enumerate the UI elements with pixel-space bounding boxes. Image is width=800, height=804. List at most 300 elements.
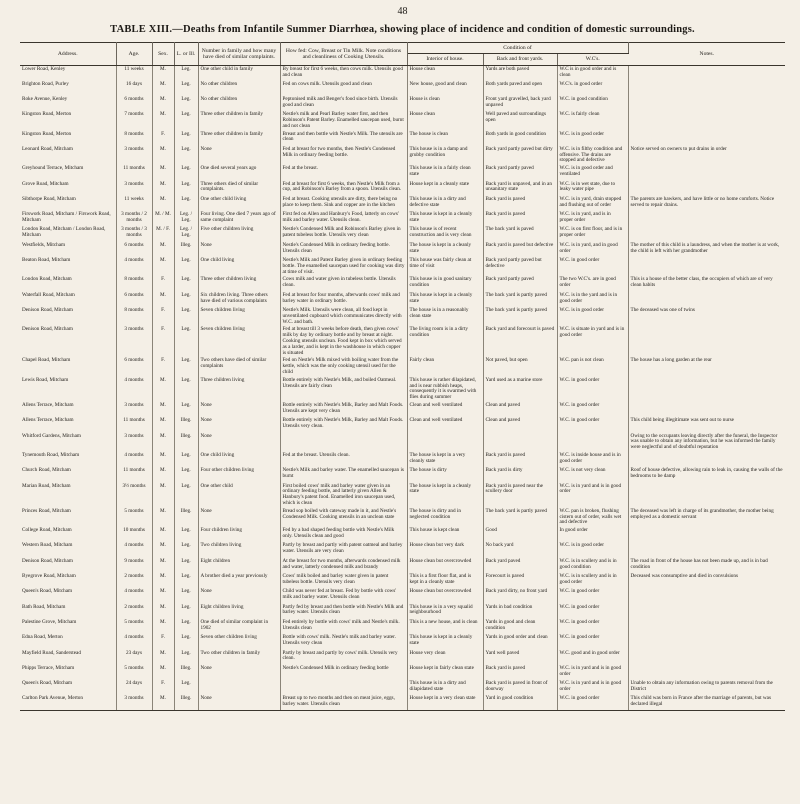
cell-wc: W.C. in good order [557,619,628,634]
cell-wc: W.C. is in good order [557,542,628,557]
cell-leg: Leg. [174,81,198,96]
cell-wc: W.C. in good condition [557,96,628,111]
cell-address: Greyhound Terrace, Mitcham [20,165,116,180]
cell-yards: Forecourt is paved [483,573,557,588]
cell-yards: Both yards in good condition [483,131,557,146]
cell-age: 3 months [116,433,152,452]
cell-yards: Front yard gravelled, back yard unpaved [483,96,557,111]
table-row [20,242,785,257]
cell-interior: This house is rather dilapidated, and is near rubbish heaps, consequently it is swarmed with flies during summer [407,377,483,402]
cell-address: Allens Terrace, Mitcham [20,417,116,432]
cell-wc: W.C. in good order [557,402,628,417]
table-title: TABLE XIII.—Deaths from Infantile Summer Diarrhœa, showing place of incidence and condition of domestic surroundings. [110,24,695,35]
cell-age: 5 months [116,508,152,527]
cell-interior [407,433,483,452]
cell-sex: M. [152,96,174,111]
cell-address: Carlton Park Avenue, Merton [20,695,116,710]
cell-wc: W.C. is inside house and is in good order [557,452,628,467]
table-row [20,165,785,180]
cell-fed: Fed at breast for four months, afterwards cows' milk and barley water in ordinary bottle. [280,292,407,307]
table-row [20,650,785,665]
cell-leg: Leg. [174,307,198,326]
cell-wc: W.C. in good order [557,417,628,432]
cell-wc: W.C. good and in good order [557,650,628,665]
cell-notes: The road in front of the house has not been made up, and is in bad condition [630,557,768,570]
cell-yards: Back yard is paved in front of doorway [483,680,557,695]
table-row [20,377,785,402]
cell-address: Chapel Road, Mitcham [20,357,116,376]
cell-wc: In good order [557,527,628,542]
cell-notes: Owing to the occupants leaving directly after the funeral, the Inspector was unable to obtain any information, but he was informed the family were neglectful and of doubtful reputation [630,432,778,451]
cell-address: Queen's Road, Mitcham [20,588,116,603]
cell-fed: At the breast for two months, afterwards condensed milk and water, latterly condensed milk and brandy [280,558,407,573]
cell-family: Seven children living [198,307,280,326]
table-row [20,276,785,291]
cell-notes [628,111,785,130]
cell-notes [628,257,785,276]
cell-address: Kingston Road, Merton [20,111,116,130]
cell-sex: M. [152,483,174,508]
cell-fed: Nestle's Condensed Milk in ordinary feeding bottle [280,665,407,680]
table-row [20,433,785,452]
cell-family: Three other children living [198,276,280,291]
cell-address: London Road, Mitcham [20,276,116,291]
cell-age: 3 months [116,146,152,165]
table-row [20,65,785,80]
cell-fed: Nestle's milk and Pearl Barley water first, and then Robinson's Patent Barley. Enamelled saucepan used, burnt and not clean [280,111,407,130]
cell-leg: Leg. [174,452,198,467]
cell-interior: This house is in a damp and grubby condition [407,146,483,165]
table-row [20,196,785,211]
cell-family: Three children living [198,377,280,402]
cell-age: 7 months [116,111,152,130]
cell-fed: Fed entirely by bottle with cows' milk and Nestle's milk. Utensils clean [280,619,407,634]
cell-family: Six children living. Three others have died of various complaints [198,292,280,307]
cell-notes [628,131,785,146]
header-condition: Condition of [407,43,628,54]
cell-age: 24 days [116,680,152,695]
table-row [20,695,785,710]
cell-age: 11 months [116,165,152,180]
cell-wc: W.C. is situate in yard and is in good order [557,326,628,357]
cell-interior: Clean and well ventilated [407,402,483,417]
header-age: Age. [116,43,152,66]
table-row [20,292,785,307]
table-row [20,680,785,695]
cell-fed: Bottle entirely with Nestle's Milk, and boiled Oatmeal. Utensils are fairly clean [280,377,407,402]
cell-sex: M. [152,65,174,80]
table-row [20,181,785,196]
cell-fed: Nestle's Condensed Milk and Robinson's Barley given in patent tubeless bottle. Utensils very clean [280,226,407,241]
cell-interior: The house is kept in a cleanly state [407,242,483,257]
table-row [20,357,785,376]
cell-interior: House kept in a cleanly state [407,181,483,196]
cell-interior: This house is in a fairly clean state [407,165,483,180]
cell-address: Princes Road, Mitcham [20,508,116,527]
cell-age: 8 months [116,307,152,326]
cell-leg: Leg. [174,65,198,80]
cell-age: 11 months [116,417,152,432]
table-row [20,467,785,482]
cell-interior: The living room is in a dirty condition [407,326,483,357]
cell-interior: House very clean [407,650,483,665]
table-row [20,573,785,588]
cell-notes [628,165,785,180]
cell-yards: No back yard [483,542,557,557]
cell-family: Four other children living [198,467,280,482]
cell-address: Queen's Road, Mitcham [20,680,116,695]
cell-notes [628,604,785,619]
cell-wc: W.C. is in good order [557,307,628,326]
cell-yards: Back yard is paved [483,665,557,680]
cell-family: None [198,433,280,452]
cell-wc: W.C. is in wet state, due to leaky water pipe [557,181,628,196]
header-sex: Sex. [152,43,174,66]
cell-notes: This child was born in France after the marriage of parents, but was declared illegal [628,695,785,710]
cell-wc [557,433,628,452]
cell-notes [628,483,785,508]
cell-age: 3½ months [116,483,152,508]
cell-yards: Not paved, but open [483,357,557,376]
cell-interior: This is a new house, and is clean [407,619,483,634]
cell-family: Three others died of similar complaints. [198,181,280,196]
cell-leg: Illeg. [174,665,198,680]
cell-family: Five other children living [198,226,280,241]
cell-interior: The house is dirty and in neglected condition [407,508,483,527]
header-leg: L. or Ill. [174,43,198,66]
cell-interior: House clean but overcrowded [407,588,483,603]
cell-leg: Leg. [174,165,198,180]
cell-fed: Nestle's Milk. Utensils were clean, all food kept in unventilated cupboard which communicates directly with W.C. and bath. [280,307,407,326]
table-row [20,483,785,508]
cell-yards: Back yard partly paved but dirty [483,146,557,165]
cell-yards: Back yard is paved [483,211,557,226]
cell-age: 6 months [116,96,152,111]
cell-address: Tynemouth Road, Mitcham [20,452,116,467]
cell-fed: Bottle entirely with Nestle's Milk, Barley and Malt Foods. Utensils very clean. [280,417,407,432]
cell-family: No other children [198,96,280,111]
cell-sex: M. [152,650,174,665]
cell-yards: Back yard partly paved but defective [483,257,557,276]
cell-age: 11 weeks [116,65,152,80]
cell-fed: Child was never fed at breast. Fed by bottle with cows' milk and barley water. Utensils clean [280,588,407,603]
cell-fed: Peptonised milk and Benger's food since birth. Utensils good and clean [280,96,407,111]
cell-yards: Good [483,527,557,542]
cell-sex: M. [152,558,174,573]
cell-age: 9 months [116,558,152,573]
cell-leg: Leg. [174,402,198,417]
cell-notes: The house has a long garden at the rear [630,357,712,364]
cell-age: 16 days [116,81,152,96]
cell-wc: W.C. in good order [557,588,628,603]
cell-address: Firswork Road, Mitcham / Firswork Road, Mitcham [20,211,116,226]
cell-interior: This house is in a very squalid neighbourhood [407,604,483,619]
table-row [20,326,785,357]
cell-interior: The house is kept in a cleanly state [407,483,483,508]
cell-yards [483,433,557,452]
cell-address: Whitford Gardens, Mitcham [20,433,116,452]
cell-notes [628,452,785,467]
table-row [20,452,785,467]
cell-address: Waterfall Road, Mitcham [20,292,116,307]
cell-leg: Leg. [174,276,198,291]
cell-leg: Illeg. [174,508,198,527]
table-row [20,619,785,634]
cell-sex: M. [152,81,174,96]
cell-yards: Yards in bad condition [483,604,557,619]
cell-age: 2 months [116,604,152,619]
cell-address: Edna Road, Merton [20,634,116,649]
cell-leg: Leg. [174,326,198,357]
cell-address: Bath Road, Mitcham [20,604,116,619]
cell-fed: Fed at the breast. Utensils clean. [280,452,407,467]
cell-fed: Cows' milk boiled and barley water given in patent tubeless bottle. Utensils very clean [280,573,407,588]
cell-yards: Yard well paved [483,650,557,665]
cell-wc: W.C. is on first floor, and is in proper order [557,226,628,241]
cell-yards: Back yard is paved but defective [483,242,557,257]
table-row [20,634,785,649]
cell-leg: Leg. [174,650,198,665]
cell-fed: Fed at breast for first 6 weeks, then Nestle's Milk from a cup, and Robinson's Barley from a spoon. Utensils clean. [280,181,407,196]
cell-family: One child living [198,452,280,467]
cell-notes [628,292,785,307]
cell-leg: Leg. / Leg. [174,226,198,241]
cell-age: 8 months [116,276,152,291]
cell-sex: M. [152,467,174,482]
cell-sex: F. [152,680,174,695]
cell-age: 3 months / 3 months [116,226,152,241]
cell-interior: This house is kept in a cleanly state [407,211,483,226]
cell-sex: M. [152,111,174,130]
cell-interior: This house is kept clean [407,527,483,542]
cell-age: 2 months [116,573,152,588]
cell-wc: W.C. is in filthy condition and offensive. The drains are stopped and defective [557,146,628,165]
cell-leg: Leg. [174,292,198,307]
cell-interior: This house is kept in a cleanly state [407,634,483,649]
header-family: Number in family and how many have died of similar complaints. [198,43,280,66]
cell-notes: The deceased was left in charge of its grandmother, the mother being employed as a domestic servant [630,507,774,520]
cell-notes [628,542,785,557]
cell-notes [628,527,785,542]
deaths-table [20,42,785,711]
cell-yards: Back yard is unpaved, and in an unsanitary state [483,181,557,196]
cell-yards: Both yards paved and open [483,81,557,96]
cell-notes [628,226,785,241]
cell-family: None [198,242,280,257]
cell-sex: M. [152,377,174,402]
header-wcs: W.C's. [557,54,628,65]
cell-interior: New house, good and clean [407,81,483,96]
cell-interior: This house is in a dirty and defective state [407,196,483,211]
cell-fed: First boiled cows' milk and barley water given in an ordinary feeding bottle, and latterly given Allen & Hanbury's patent food. Enamelled iron saucepan used, which is clean [280,483,407,508]
cell-yards: The back yard is partly paved [483,307,557,326]
cell-interior: House clean but overcrowded [407,558,483,573]
cell-interior: The house is kept in a very cleanly state [407,452,483,467]
cell-notes [628,402,785,417]
cell-fed [280,680,407,695]
cell-notes [628,211,785,226]
cell-fed: Fed at breast for two months, then Nestle's Condensed Milk in ordinary feeding bottle. [280,146,407,165]
cell-wc: W.C. is in the yard and is in good order [557,292,628,307]
cell-notes: This child being illegitimate was sent out to nurse [630,417,734,424]
table-row [20,146,785,165]
cell-family: Four children living [198,527,280,542]
cell-interior: The house is dirty [407,467,483,482]
table-row [20,665,785,680]
cell-address: London Road, Mitcham / London Road, Mitcham [20,226,116,241]
cell-fed: Fed by a bad shaped feeding bottle with Nestle's Milk only. Utensils clean and good [280,527,407,542]
cell-leg: Leg. [174,527,198,542]
cell-fed: Partly by breast and partly by cows' milk. Utensils very clean. [280,650,407,665]
cell-leg: Leg. [174,357,198,376]
cell-leg: Leg. [174,542,198,557]
cell-family: Two children living [198,542,280,557]
cell-sex: F. [152,276,174,291]
cell-sex: F. [152,307,174,326]
cell-sex: M. [152,452,174,467]
cell-leg: Leg. [174,604,198,619]
table-row [20,402,785,417]
cell-leg: Leg. [174,619,198,634]
cell-address: Beaton Road, Mitcham [20,257,116,276]
cell-address: Marian Road, Mitcham [20,483,116,508]
cell-interior: The house is clean [407,131,483,146]
cell-sex: M. / F. [152,226,174,241]
cell-address: Western Road, Mitcham [20,542,116,557]
cell-wc: W.C. is not very clean [557,467,628,482]
cell-interior: Clean and well ventilated [407,417,483,432]
cell-address: Sibthorpe Road, Mitcham [20,196,116,211]
cell-age: 3 months / 2 months [116,211,152,226]
cell-notes: The parents are hawkers, and have little or no home comforts. Notice served to repair drains. [630,195,775,208]
cell-fed: Cows milk and water given in tubeless bottle. Utensils clean. [280,276,407,291]
cell-sex: M. [152,588,174,603]
cell-family: Eight children [198,558,280,573]
cell-family: One child living [198,257,280,276]
table-row [20,508,785,527]
cell-yards: Yards in good and clean condition [483,619,557,634]
cell-yards: Yard used as a marine store [483,377,557,402]
table-row [20,527,785,542]
cell-wc: W.C's. in good order [557,81,628,96]
cell-fed [280,433,407,452]
header-yards: Back and front yards. [483,54,557,65]
cell-age: 4 months [116,377,152,402]
cell-family: None [198,588,280,603]
cell-address: Church Road, Mitcham [20,467,116,482]
cell-leg: Illeg. [174,242,198,257]
header-address: Address. [20,43,116,66]
cell-sex: M. [152,402,174,417]
cell-yards: Clean and paved [483,402,557,417]
cell-fed: Bottle entirely with Nestle's Milk, Barley and Malt Foods. Utensils are kept very clean [280,402,407,417]
cell-yards: Back yard partly paved [483,165,557,180]
cell-leg: Leg. [174,573,198,588]
cell-leg: Illeg. [174,695,198,710]
cell-interior: House kept in fairly clean state [407,665,483,680]
cell-age: 3 months [116,326,152,357]
cell-age: 8 months [116,131,152,146]
cell-fed: Fed at breast. Cooking utensils are dirty, there being no place to keep them. Sink and copper are in the kitchen [280,196,407,211]
cell-yards: The back yard is paved [483,226,557,241]
cell-sex: F. [152,634,174,649]
cell-yards: The back yard is partly paved [483,508,557,527]
cell-interior: House is clean [407,96,483,111]
cell-age: 5 months [116,665,152,680]
cell-wc: W.C. in good order [557,377,628,402]
table-row [20,257,785,276]
cell-notes: Notice served on owners to put drains in order [630,145,727,152]
cell-notes [628,619,785,634]
cell-interior: House clean [407,111,483,130]
cell-interior: The house is in a reasonably clean state [407,307,483,326]
cell-interior: This house is of recent construction and is very clean [407,226,483,241]
cell-family: None [198,508,280,527]
cell-notes: Deceased was consumptive and died in convulsions [630,573,738,580]
table-row [20,81,785,96]
cell-address: Phipps Terrace, Mitcham [20,665,116,680]
cell-fed: Bottle with cows' milk. Nestle's milk and barley water. Utensils very clean [280,634,407,649]
cell-sex: M. [152,165,174,180]
cell-fed: Nestle's Milk and Patent Barley given in ordinary feeding bottle. The enamelled saucepan used for cooking was dirty at time of visit. [280,257,407,276]
cell-sex: M. [152,508,174,527]
cell-sex: M. [152,695,174,710]
cell-yards: Yards in good order and clean [483,634,557,649]
cell-wc: W.C. is in good order [557,131,628,146]
cell-interior: This is a first floor flat, and is kept in a cleanly state [407,573,483,588]
cell-leg: Leg. [174,680,198,695]
cell-fed: First fed on Allen and Hanbury's Food, latterly on cows' milk and barley water. Utensils clean. [280,211,407,226]
cell-sex: M. [152,181,174,196]
cell-notes [628,650,785,665]
cell-yards: Well paved and surroundings open [483,111,557,130]
cell-wc: W.C. is in yard, drain stopped and flushing out of order [557,196,628,211]
cell-family: None [198,417,280,432]
cell-address: Leonard Road, Mitcham [20,146,116,165]
cell-notes [628,377,785,402]
cell-yards: Back yard is dirty [483,467,557,482]
cell-family: Three other children in family [198,111,280,130]
cell-age: 4 months [116,588,152,603]
table-row [20,307,785,326]
cell-age: 4 months [116,542,152,557]
cell-age: 11 months [116,467,152,482]
cell-address: Allens Terrace, Mitcham [20,402,116,417]
cell-leg: Leg. [174,377,198,402]
cell-wc: W.C. pan is not clean [557,357,628,376]
cell-wc: W.C. pan is broken, flushing cistern out of order, walls wet and defective [557,508,628,527]
cell-fed: Partly by breast and partly with patent oatmeal and barley water. Utensils are very clean [280,542,407,557]
cell-sex: M. [152,527,174,542]
cell-address: Roke Avenue, Kenley [20,96,116,111]
table-row [20,542,785,557]
cell-family: Seven other children living [198,634,280,649]
cell-address: Denison Road, Mitcham [20,558,116,573]
cell-notes [628,665,785,680]
cell-family: No other children [198,81,280,96]
cell-sex: M. [152,619,174,634]
table-row [20,226,785,241]
table-body [20,65,785,710]
table-row [20,417,785,432]
cell-fed: By breast for first 6 weeks, then cows milk. Utensils good and clean [280,65,407,80]
cell-wc: W.C. is in good order and ventilated [557,165,628,180]
cell-leg: Leg. [174,467,198,482]
cell-family: Eight children living [198,604,280,619]
cell-wc: W.C. is in yard and is in good order [557,665,628,680]
cell-sex: M. [152,292,174,307]
cell-notes: The deceased was one of twins [630,307,695,314]
